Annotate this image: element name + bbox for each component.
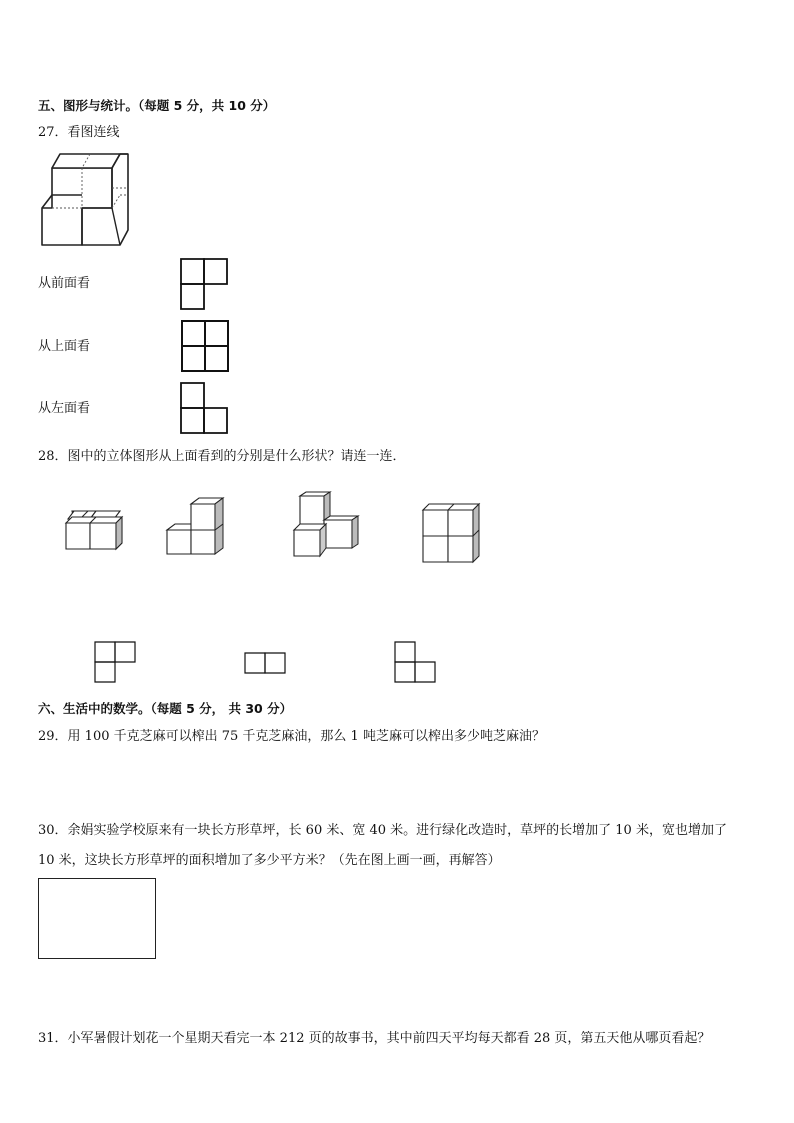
q28-option-shape-2 (244, 652, 286, 674)
q28-solid-4 (421, 502, 483, 564)
question-30-line-1: 30．余娟实验学校原来有一块长方形草坪，长 60 米、宽 40 米。进行绿化改造时，草坪的长增加了 10 米，宽也增加了 (38, 823, 727, 838)
section-6-heading: 六、生活中的数学。（每题 5 分， 共 30 分） (38, 701, 293, 716)
view-label-left: 从左面看 (38, 401, 91, 416)
q27-view-shape-2 (181, 320, 229, 372)
q27-view-shape-1 (180, 258, 228, 310)
q30-lawn-rectangle (38, 878, 156, 959)
q28-option-shape-1 (94, 641, 136, 683)
question-28-prompt: 28．图中的立体图形从上面看到的分别是什么形状？请连一连． (38, 449, 406, 464)
view-label-front: 从前面看 (38, 276, 91, 291)
q28-solid-3 (292, 490, 362, 558)
section-5-heading: 五、图形与统计。（每题 5 分，共 10 分） (38, 98, 276, 113)
question-27-prompt: 27．看图连线 (38, 125, 120, 140)
q27-solid-figure (38, 150, 130, 248)
question-31: 31．小军暑假计划花一个星期天看完一本 212 页的故事书，其中前四天平均每天都看 28 页，第五天他从哪页看起？ (38, 1031, 711, 1046)
q28-option-shape-3 (394, 641, 436, 683)
q28-solid-2 (165, 496, 227, 556)
question-29: 29．用 100 千克芝麻可以榨出 75 千克芝麻油，那么 1 吨芝麻可以榨出多少吨芝麻油？ (38, 729, 545, 744)
view-label-top: 从上面看 (38, 339, 91, 354)
q28-solid-1 (64, 509, 126, 553)
question-30-line-2: 10 米，这块长方形草坪的面积增加了多少平方米？（先在图上画一画，再解答） (38, 853, 501, 868)
q27-view-shape-3 (180, 382, 228, 434)
